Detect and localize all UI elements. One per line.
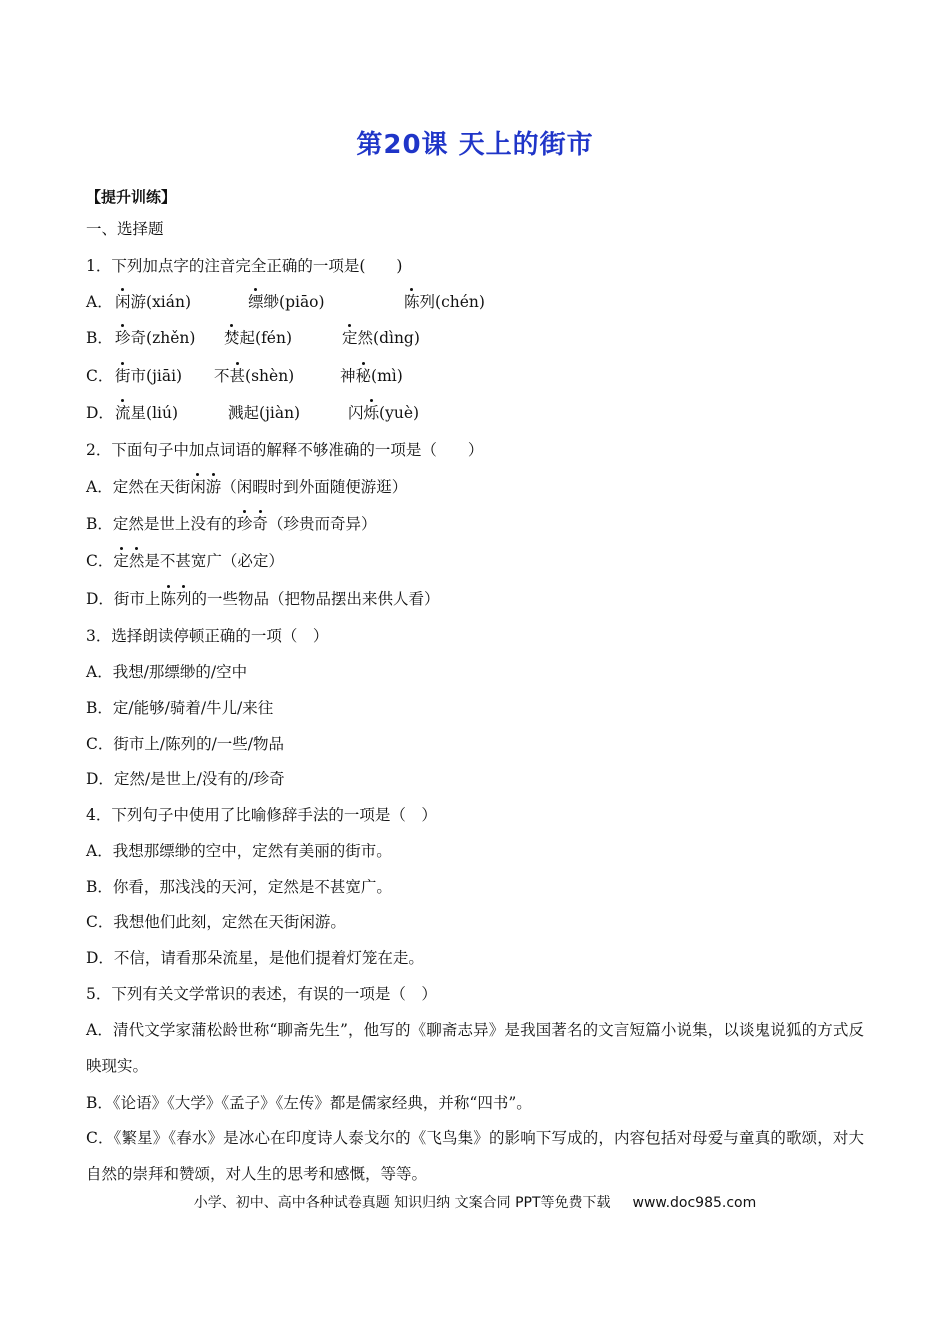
footer — [0, 1192, 950, 1212]
dotted-char: 珍 — [115, 329, 131, 347]
q3-stem: 3．选择朗读停顿正确的一项（ ） — [86, 627, 329, 645]
q1-stem: 1．下列加点字的注音完全正确的一项是( ) — [86, 257, 403, 275]
q5-option-a: A．清代文学家蒲松龄世称“聊斋先生”，他写的《聊斋志异》是我国著名的文言短篇小说集，以谈鬼说狐的方式反映现实。 — [86, 1021, 864, 1075]
dotted-char: 游 — [205, 478, 222, 496]
dotted-char: 列 — [175, 590, 192, 608]
dotted-char: 陈 — [160, 590, 176, 608]
part-heading: 一、选择题 — [86, 220, 164, 238]
dotted-char: 秘 — [355, 367, 372, 385]
q3-option-b: B．定/能够/骑着/牛儿/来往 — [86, 699, 274, 717]
page-title: 第20课 天上的街市 — [356, 130, 594, 160]
dotted-char: 焚 — [224, 329, 240, 347]
dotted-char: 街 — [115, 367, 131, 385]
q5-stem: 5．下列有关文学常识的表述，有误的一项是（ ） — [86, 985, 437, 1003]
dotted-char: 闲 — [190, 478, 206, 496]
q4-stem: 4．下列句子中使用了比喻修辞手法的一项是（ ） — [86, 806, 437, 824]
q3-option-a: A．我想/那缥缈的/空中 — [86, 663, 248, 681]
section-tag: 【提升训练】 — [86, 188, 177, 206]
dotted-char: 甚 — [229, 367, 246, 385]
q2-option-b: B．定然是世上没有的珍奇（珍贵而奇异） — [86, 515, 377, 533]
dotted-char: 缥 — [248, 293, 264, 311]
q4-option-a: A．我想那缥缈的空中，定然有美丽的街市。 — [86, 842, 392, 860]
dotted-char: 定 — [113, 552, 129, 570]
footer-text: 小学、初中、高中各种试卷真题 知识归纳 文案合同 PPT等免费下载 — [193, 1195, 611, 1211]
document-page: 第20课 天上的街市 【提升训练】 一、选择题 1．下列加点字的注音完全正确的一项是( ) A． 闲游(xián) 缥缈(piāo) 陈列(chén) B． 珍奇(zhěn) 焚起(fén) 定然(dìng) C． 街市(jiāi) 不甚(shèn) 神秘(mì) D． 流星(liú) 溅起(jiàn) 闪烁(yuè) 2．下面句子中加点词语的解释不够准确的一项是（ ） A．定然在天街闲游（闲暇时到外面随便游逛） B．定然是世上没有的珍奇（珍贵而奇异） C．定然是不甚宽广（必定） D．街市上陈列的一些物品（把物品摆出来供人看） 3．选择朗读停顿正确的一项（ ） A．我想/那缥缈的/空中 B．定/能够/骑着/牛儿/来往 C．街市上/陈列的/一些/物品 D．定然/是世上/没有的/珍奇 4．下列句子中使用了比喻修辞手法的一项是（ ） A．我想那缥缈的空中，定然有美丽的街市。 B．你看，那浅浅的天河，定然是不甚宽广。 C．我想他们此刻，定然在天街闲游。 D．不信，请看那朵流星，是他们提着灯笼在走。 5．下列有关文学常识的表述，有误的一项是（ ） A．清代文学家蒲松龄世称“聊斋先生”，他写的《聊斋志异》是我国著名的文言短篇小说集，以谈鬼说狐的方式反映现实。 B．《论语》《大学》《孟子》《左传》都是儒家经典，并称“四书”。 C．《繁星》《春水》是冰心在印度诗人泰戈尔的《飞鸟集》的影响下写成的，内容包括对母爱与童真的歌颂，对大自然的崇拜和赞颂，对人生的思考和感慨，等等。 小学、初中、高中各种试卷真题 知识归纳 文案合同 PPT等免费下载 www.doc985.com — [0, 0, 950, 1344]
dotted-char: 奇 — [252, 515, 268, 533]
q3-option-d: D．定然/是世上/没有的/珍奇 — [86, 770, 285, 788]
dotted-char: 流 — [115, 404, 131, 422]
q4-option-c: C．我想他们此刻，定然在天街闲游。 — [86, 913, 346, 931]
q2-option-a: A．定然在天街闲游（闲暇时到外面随便游逛） — [86, 478, 408, 496]
q2-stem: 2．下面句子中加点词语的解释不够准确的一项是（ ） — [86, 441, 484, 459]
footer-site-link[interactable]: www.doc985.com — [632, 1195, 757, 1211]
q2-option-c: C．定然是不甚宽广（必定） — [86, 552, 284, 570]
dotted-char: 闲 — [115, 293, 131, 311]
q5-option-c: C．《繁星》《春水》是冰心在印度诗人泰戈尔的《飞鸟集》的影响下写成的，内容包括对母爱与童真的歌颂，对大自然的崇拜和赞颂，对人生的思考和感慨，等等。 — [86, 1129, 864, 1183]
q2-option-d: D．街市上陈列的一些物品（把物品摆出来供人看） — [86, 590, 440, 608]
dotted-char: 然 — [128, 552, 145, 570]
dotted-char: 烁 — [363, 404, 380, 422]
q5-option-b: B．《论语》《大学》《孟子》《左传》都是儒家经典，并称“四书”。 — [86, 1094, 532, 1112]
dotted-char: 珍 — [236, 515, 253, 533]
q4-option-d: D．不信，请看那朵流星，是他们提着灯笼在走。 — [86, 949, 424, 967]
dotted-char: 定 — [342, 329, 358, 347]
q4-option-b: B．你看，那浅浅的天河，定然是不甚宽广。 — [86, 878, 392, 896]
dotted-char: 陈 — [404, 293, 420, 311]
q3-option-c: C．街市上/陈列的/一些/物品 — [86, 735, 285, 753]
